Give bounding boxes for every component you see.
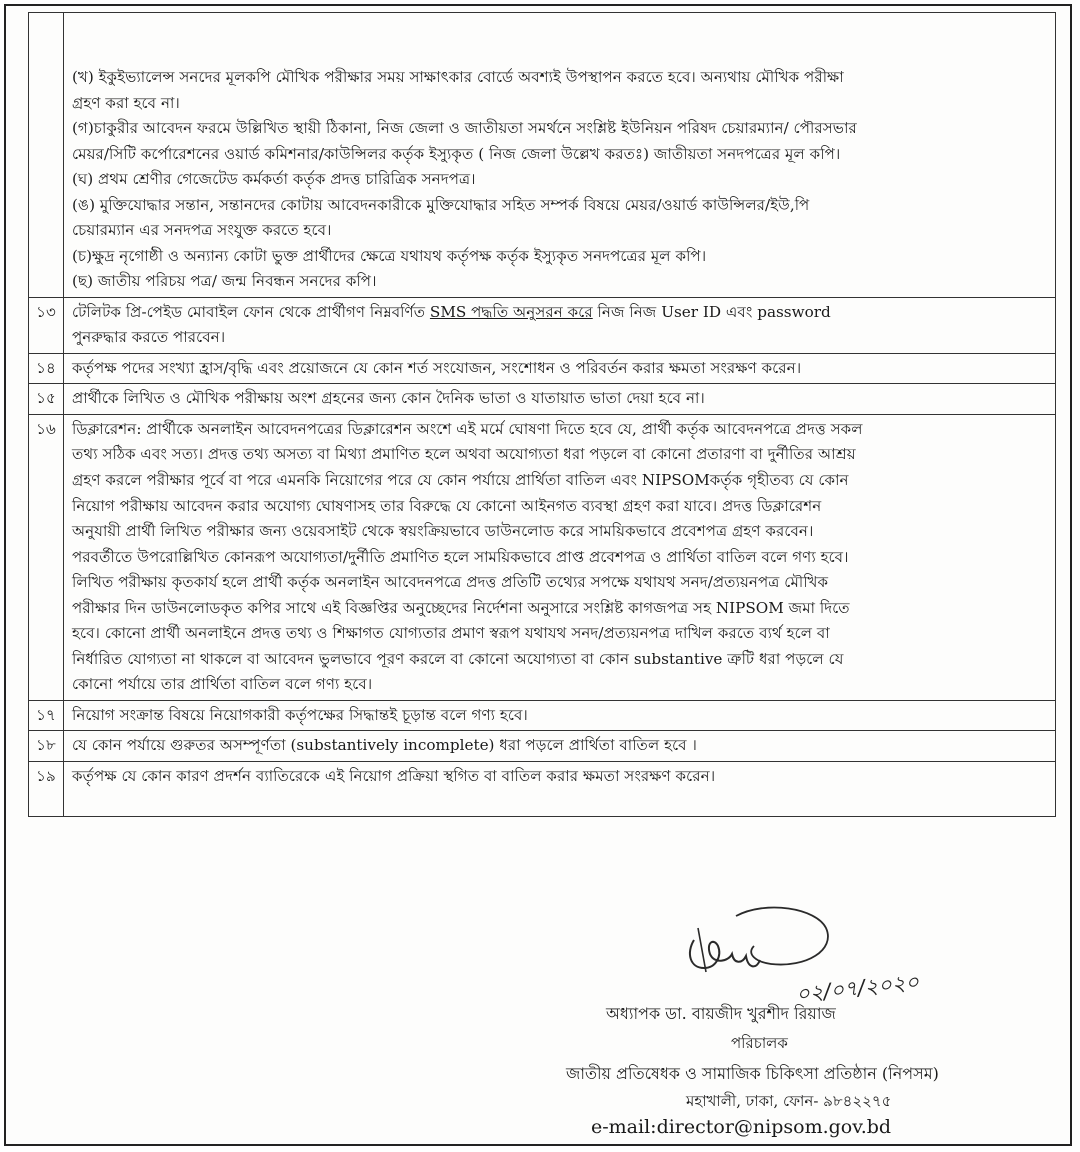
contact-email: e-mail:director@nipsom.gov.bd bbox=[591, 1116, 892, 1138]
row-number: ১৫ bbox=[29, 384, 64, 415]
signatory-title: পরিচালক bbox=[731, 1034, 788, 1052]
declaration-line: পরীক্ষার দিন ডাউনলোডকৃত কপির সাথে এই বিজ্ঞপ্তির অনুচ্ছেদের নির্দেশনা অনুসারে সংশ্লিষ্ট কাগজপত্র সহ NIPSOM জমা দিতে bbox=[72, 598, 850, 617]
row-number bbox=[29, 13, 64, 298]
requirement-line: (খ) ইকুইভ্যালেন্স সনদের মূলকপি মৌখিক পরীক্ষার সময় সাক্ষাৎকার বোর্ডে অবশ্যই উপস্থাপন করতে হবে। অন্যথায় মৌখিক পরীক্ষা bbox=[72, 68, 844, 86]
signature-block bbox=[566, 886, 1056, 1148]
row-text: যে কোন পর্যায়ে গুরুতর অসম্পূর্ণতা (substantively incomplete) ধরা পড়লে প্রার্থিতা বাতিল হবে । bbox=[64, 731, 1056, 762]
table-row bbox=[29, 297, 1056, 353]
declaration-line: কোনো পর্যায়ে তার প্রার্থিতা বাতিল বলে গণ্য হবে। bbox=[72, 675, 373, 694]
declaration-line: তথ্য সঠিক এবং সত্য। প্রদত্ত তথ্য অসত্য বা মিথ্যা প্রমাণিত হলে অথবা অযোগ্যতা ধরা পড়লে বা কোনো প্রতারণা বা দুর্নীতির আশ্রয় bbox=[72, 445, 856, 464]
row-text bbox=[64, 297, 1056, 353]
declaration-line: অনুযায়ী প্রার্থী লিখিত পরীক্ষার জন্য ওয়েবসাইট থেকে স্বয়ংক্রিয়ভাবে ডাউনলোড করে সাময়িকভাবে প্রবেশপত্র গ্রহণ করবেন। bbox=[72, 522, 814, 541]
declaration-line: ডিক্লারেশন: প্রার্থীকে অনলাইন আবেদনপত্রের ডিক্লারেশন অংশে এই মর্মে ঘোষণা দিতে হবে যে, প্রার্থী কর্তৃক আবেদনপত্রে প্রদত্ত সকল bbox=[72, 419, 863, 438]
document-frame bbox=[4, 4, 1072, 1146]
table-row bbox=[29, 731, 1056, 762]
declaration-line: গ্রহণ করলে পরীক্ষার পূর্বে বা পরে এমনকি নিয়োগের পরে যে কোন পর্যায়ে প্রার্থিতা বাতিল এবং NIPSOMকর্তৃক গৃহীতব্য যে কোন bbox=[72, 470, 849, 489]
requirement-line: (চ)ক্ষুদ্র নৃগোষ্ঠী ও অন্যান্য কোটা ভুক্ত প্রার্থীদের ক্ষেত্রে যথাযথ কর্তৃপক্ষ কর্তৃক ইস্যুকৃত সনদপত্রের মূল কপি। bbox=[72, 246, 707, 265]
declaration-line: হবে। কোনো প্রার্থী অনলাইনে প্রদত্ত তথ্য ও শিক্ষাগত যোগ্যতার প্রমাণ স্বরূপ যথাযথ সনদ/প্রত্যয়নপত্র দাখিল করতে ব্যর্থ হলে বা bbox=[72, 624, 830, 643]
row-text: প্রার্থীকে লিখিত ও মৌখিক পরীক্ষায় অংশ গ্রহনের জন্য কোন দৈনিক ভাতা ও যাতায়াত ভাতা দেয়া হবে না। bbox=[64, 384, 1056, 415]
row-number: ১৯ bbox=[29, 761, 64, 816]
organization-address: মহাখালী, ঢাকা, ফোন- ৯৮৪২২৭৫ bbox=[686, 1092, 892, 1110]
table-row bbox=[29, 761, 1056, 816]
table-row bbox=[29, 384, 1056, 415]
table-row bbox=[29, 414, 1056, 700]
organization-name: জাতীয় প্রতিষেধক ও সামাজিক চিকিৎসা প্রতিষ্ঠান (নিপসম) bbox=[566, 1064, 939, 1083]
requirement-line: (ঘ) প্রথম শ্রেণীর গেজেটেড কর্মকর্তা কর্তৃক প্রদত্ত চারিত্রিক সনদপত্র। bbox=[72, 170, 476, 189]
row-text-part: টেলিটক প্রি-পেইড মোবাইল ফোন থেকে প্রার্থীগণ নিম্নবর্ণিত bbox=[72, 302, 430, 321]
row-text-part: পুনরুদ্ধার করতে পারবেন। bbox=[72, 328, 226, 347]
requirement-line: (গ)চাকুরীর আবেদন ফরমে উল্লিখিত স্থায়ী ঠিকানা, নিজ জেলা ও জাতীয়তা সমর্থনে সংশ্লিষ্ট ইউনিয়ন পরিষদ চেয়ারম্যান/ পৌরসভার bbox=[72, 119, 857, 138]
row-text: নিয়োগ সংক্রান্ত বিষয়ে নিয়োগকারী কর্তৃপক্ষের সিদ্ধান্তই চূড়ান্ত বলে গণ্য হবে। bbox=[64, 700, 1056, 731]
requirement-line: (ঙ) মুক্তিযোদ্ধার সন্তান, সন্তানদের কোটায় আবেদনকারীকে মুক্তিযোদ্ধার সহিত সম্পর্ক বিষয়ে মেয়র/ওয়ার্ড কাউন্সিলর/ইউ,পি bbox=[72, 195, 810, 214]
row-number: ১৩ bbox=[29, 297, 64, 353]
declaration-line: পরবর্তীতে উপরোল্লিখিত কোনরূপ অযোগ্যতা/দুর্নীতি প্রমাণিত হলে সাময়িকভাবে প্রাপ্ত প্রবেশপত্র ও প্রার্থিতা বাতিল বলে গণ্য হবে। bbox=[72, 547, 849, 566]
declaration-line: লিখিত পরীক্ষায় কৃতকার্য হলে প্রার্থী কর্তৃক অনলাইন আবেদনপত্রে প্রদত্ত প্রতিটি তথ্যের সপক্ষে যথাযথ সনদ/প্রত্যয়নপত্র মৌখিক bbox=[72, 573, 829, 592]
declaration-line: নির্ধারিত যোগ্যতা না থাকলে বা আবেদন ভুলভাবে পূরণ করলে বা কোনো অযোগ্যতা বা কোন substantive ত্রুটি ধরা পড়লে যে bbox=[72, 649, 844, 668]
requirement-line: মেয়র/সিটি কর্পোরেশনের ওয়ার্ড কমিশনার/কাউন্সিলর কর্তৃক ইস্যুকৃত ( নিজ জেলা উল্লেখ করতঃ) জাতীয়তা সনদপত্রের মূল কপি। bbox=[72, 144, 841, 163]
row-number: ১৮ bbox=[29, 731, 64, 762]
row-text-part: নিজ নিজ User ID এবং password bbox=[592, 302, 831, 321]
document-requirements-cell bbox=[64, 13, 1056, 298]
requirement-line: চেয়ারম্যান এর সনদপত্র সংযুক্ত করতে হবে। bbox=[72, 221, 332, 240]
row-number: ১৬ bbox=[29, 414, 64, 700]
row-number: ১৭ bbox=[29, 700, 64, 731]
requirement-line: গ্রহণ করা হবে না। bbox=[72, 93, 180, 112]
declaration-cell bbox=[64, 414, 1056, 700]
table-row bbox=[29, 353, 1056, 384]
requirement-line: (ছ) জাতীয় পরিচয় পত্র/ জন্ম নিবন্ধন সনদের কপি। bbox=[72, 272, 377, 291]
table-row bbox=[29, 700, 1056, 731]
row-text: কর্তৃপক্ষ যে কোন কারণ প্রদর্শন ব্যাতিরেকে এই নিয়োগ প্রক্রিয়া স্থগিত বা বাতিল করার ক্ষমতা সংরক্ষণ করেন। bbox=[64, 761, 1056, 816]
sms-method-underlined: SMS পদ্ধতি অনুসরন করে bbox=[429, 302, 593, 321]
row-text: কর্তৃপক্ষ পদের সংখ্যা হ্রাস/বৃদ্ধি এবং প্রয়োজনে যে কোন শর্ত সংযোজন, সংশোধন ও পরিবর্তন করার ক্ষমতা সংরক্ষণ করেন। bbox=[64, 353, 1056, 384]
row-number: ১৪ bbox=[29, 353, 64, 384]
instructions-table bbox=[28, 12, 1056, 817]
signatory-name: অধ্যাপক ডা. বায়জীদ খুরশীদ রিয়াজ bbox=[606, 1004, 836, 1023]
signature-date: ০২/০৭/২০২০ bbox=[794, 969, 921, 1007]
declaration-line: নিয়োগ পরীক্ষায় আবেদন করার অযোগ্য ঘোষণাসহ তার বিরুদ্ধে যে কোনো আইনগত ব্যবস্থা গ্রহণ করা যাবে। প্রদত্ত ডিক্লারেশন bbox=[72, 496, 822, 515]
table-row bbox=[29, 13, 1056, 298]
